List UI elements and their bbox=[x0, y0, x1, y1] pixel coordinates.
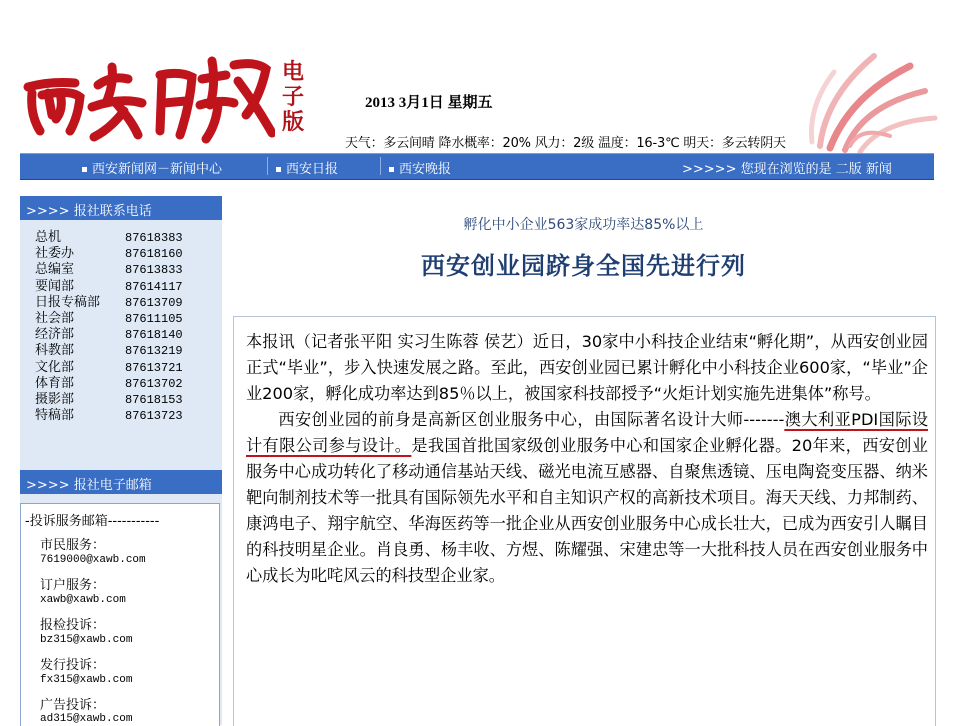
mailbox-email-link[interactable]: xawb@xawb.com bbox=[40, 594, 126, 606]
article-subtitle: 孵化中小企业563家成功率达85%以上 bbox=[463, 217, 704, 233]
contact-row bbox=[33, 408, 213, 424]
sidebar bbox=[20, 196, 222, 725]
masthead bbox=[0, 0, 953, 152]
contact-row bbox=[33, 295, 213, 311]
mail-header bbox=[20, 470, 222, 494]
article-headline: 西安创业园跻身全国先进行列 bbox=[421, 251, 746, 280]
issue-date: 2013 3月1日 星期五 bbox=[365, 95, 493, 111]
current-location: >>>>> 您现在浏览的是 二版 新闻 bbox=[682, 162, 892, 177]
contact-row bbox=[33, 230, 213, 246]
mailbox-label: 市民服务： bbox=[40, 538, 106, 553]
phone-number: 87613702 bbox=[125, 376, 183, 391]
contact-row bbox=[33, 376, 213, 392]
phone-number: 87618140 bbox=[125, 328, 183, 343]
contact-row bbox=[33, 279, 213, 295]
nav-divider bbox=[380, 157, 381, 175]
phone-number: 87618153 bbox=[125, 392, 183, 407]
nav-label: 西安晚报 bbox=[399, 162, 452, 177]
dept-name: 日报专稿部 bbox=[35, 294, 101, 310]
decorative-flame-icon bbox=[790, 36, 940, 154]
contact-row bbox=[33, 360, 213, 376]
mailbox-email-link[interactable]: fx315@xawb.com bbox=[40, 674, 133, 686]
contact-row bbox=[33, 392, 213, 408]
mailbox-label: 发行投诉： bbox=[40, 658, 106, 673]
phone-number: 87613219 bbox=[125, 344, 183, 359]
paragraph-text: 西安创业园的前身是高新区创业服务中心，由国际著名设计大师------- bbox=[278, 410, 785, 429]
dept-name: 文化部 bbox=[35, 359, 75, 375]
mailbox-label: 订户服务： bbox=[40, 578, 106, 593]
nav-bullet-icon bbox=[276, 167, 281, 172]
mailbox-label: 报检投诉： bbox=[40, 618, 106, 633]
contacts-title: >>>> 报社联系电话 bbox=[26, 204, 152, 219]
nav-divider bbox=[267, 157, 268, 175]
contact-row bbox=[33, 262, 213, 278]
newspaper-logo[interactable] bbox=[20, 45, 275, 145]
mailbox-email-link[interactable]: ad315@xawb.com bbox=[40, 713, 133, 725]
contact-row bbox=[33, 311, 213, 327]
nav-label: 西安新闻网－新闻中心 bbox=[92, 162, 223, 177]
dept-name: 摄影部 bbox=[35, 391, 75, 407]
main-nav-bar bbox=[20, 153, 934, 180]
mail-title: >>>> 报社电子邮箱 bbox=[26, 478, 152, 493]
dept-name: 体育部 bbox=[35, 375, 75, 391]
nav-xian-evening[interactable] bbox=[389, 158, 451, 177]
phone-number: 87611105 bbox=[125, 311, 183, 326]
mailbox-title: -投诉服务邮箱----------- bbox=[25, 514, 160, 529]
contact-row bbox=[33, 343, 213, 359]
article-header bbox=[233, 196, 934, 296]
nav-bullet-icon bbox=[82, 167, 87, 172]
contact-list bbox=[33, 230, 213, 424]
mailbox-label: 广告投诉： bbox=[40, 698, 106, 713]
dept-name: 要闻部 bbox=[35, 278, 75, 294]
dept-name: 总编室 bbox=[35, 262, 75, 278]
paragraph-text: 是我国首批国家级创业服务中心和国家企业孵化器。20年来，西安创业服务中心成功转化了移动通信基站天线、磁光电流互感器、自聚焦透镜、压电陶瓷变压器、纳米靶向制剂技术等一批具有国际领先水平和自主知识产权的高新技术项目。海天天线、力邦制药、康鸿电子、翔宇航空、华海医药等一批企业从西安创业服务中心成长壮大，已成为西安引人瞩目的科技明星企业。肖良勇、杨丰收、方煜、陈耀强、宋建忠等一大批科技人员在西安创业服务中心成长为叱咤风云的科技型企业家。 bbox=[246, 436, 928, 585]
phone-number: 87618383 bbox=[125, 231, 183, 245]
mailbox-email-link[interactable]: 7619000@xawb.com bbox=[40, 554, 146, 566]
contacts-header bbox=[20, 196, 222, 220]
mailbox-email-link[interactable]: bz315@xawb.com bbox=[40, 634, 133, 646]
phone-number: 87613709 bbox=[125, 295, 183, 310]
contact-row bbox=[33, 327, 213, 343]
contact-row bbox=[33, 246, 213, 262]
phone-number: 87618160 bbox=[125, 247, 183, 262]
weather-info: 天气：多云间晴 降水概率：20% 风力：2级 温度：16-3℃ 明天：多云转阴天 bbox=[345, 136, 786, 151]
article-body-panel bbox=[233, 316, 936, 726]
phone-number: 87613833 bbox=[125, 263, 183, 278]
nav-xian-news-center[interactable] bbox=[82, 158, 222, 177]
complaint-mailbox-panel bbox=[20, 503, 220, 726]
edition-label: 电子版 bbox=[281, 59, 304, 135]
dept-name: 经济部 bbox=[35, 327, 75, 343]
phone-number: 87613721 bbox=[125, 360, 183, 375]
dept-name: 总机 bbox=[35, 230, 62, 245]
phone-number: 87613723 bbox=[125, 409, 183, 424]
nav-label: 西安日报 bbox=[286, 162, 339, 177]
dept-name: 特稿部 bbox=[35, 408, 75, 424]
phone-number: 87614117 bbox=[125, 279, 183, 294]
nav-bullet-icon bbox=[389, 167, 394, 172]
article-paragraph: 本报讯（记者张平阳 实习生陈蓉 侯艺）近日，30家中小科技企业结束“孵化期”，从西安创业园正式“毕业”，步入快速发展之路。至此，西安创业园已累计孵化中小科技企业600家，“毕业”企业200家，孵化成功率达到85％以上，被国家科技部授予“火炬计划实施先进集体”称号。 bbox=[246, 332, 928, 403]
dept-name: 科教部 bbox=[35, 343, 75, 359]
dept-name: 社委办 bbox=[35, 246, 75, 262]
nav-xian-daily[interactable] bbox=[276, 158, 338, 177]
highlighted-text: 澳大利亚PDI国际设计有限公司参与设计。 bbox=[246, 410, 929, 455]
dept-name: 社会部 bbox=[35, 310, 75, 326]
article-body bbox=[246, 329, 928, 589]
article-paragraph bbox=[246, 407, 928, 589]
